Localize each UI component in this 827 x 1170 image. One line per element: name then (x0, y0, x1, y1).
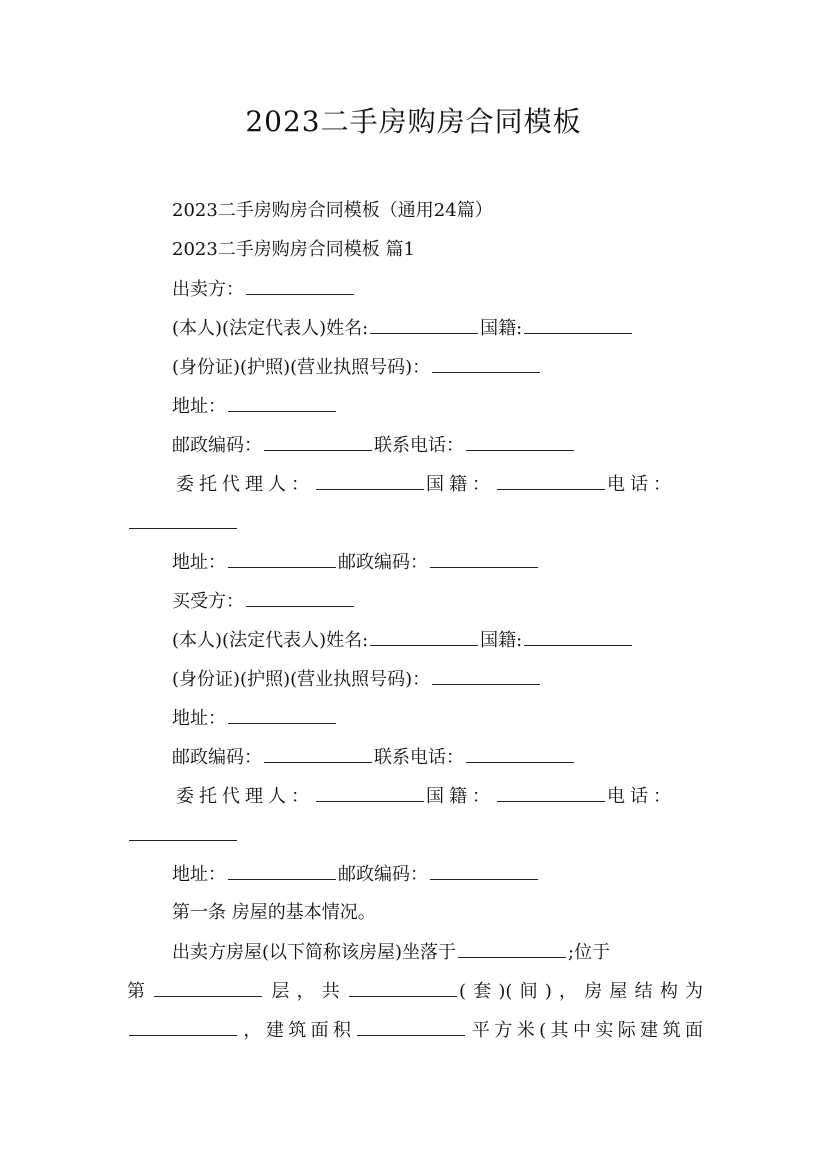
article1-floor-label: 层，共 (264, 981, 347, 1002)
seller-agent-address-label: 地址： (172, 552, 226, 573)
seller-agent-line (176, 471, 676, 498)
seller-agent-phone-line (127, 510, 239, 537)
subtitle: 2023二手房购房合同模板（通用24篇） (172, 200, 493, 221)
seller-agent-label: 委托代理人： (176, 474, 314, 495)
seller-contact-line (172, 432, 576, 459)
buyer-name-line (172, 627, 634, 654)
article1-position-label: ;位于 (568, 942, 611, 963)
article1-area-unit: 平方米(其中实际建筑面 (467, 1020, 703, 1041)
article1-location-label: 出卖方房屋(以下简称该房屋)坐落于 (172, 942, 457, 963)
article1-floor-blank[interactable] (154, 978, 262, 997)
buyer-address-blank[interactable] (228, 705, 336, 724)
buyer-nationality-label: 国籍: (480, 630, 523, 651)
seller-phone-blank[interactable] (466, 432, 574, 451)
buyer-name-label: (本人)(法定代表人)姓名: (172, 630, 369, 651)
buyer-agent-address-label: 地址： (172, 864, 226, 885)
buyer-id-label: (身份证)(护照)(营业执照号码)： (172, 669, 431, 690)
seller-name-label: (本人)(法定代表人)姓名: (172, 318, 369, 339)
buyer-phone-label: 联系电话： (374, 747, 464, 768)
article1-area-blank[interactable] (357, 1017, 465, 1036)
seller-phone-label: 联系电话： (374, 435, 464, 456)
buyer-name-blank[interactable] (370, 627, 478, 646)
seller-agent-phone-blank[interactable] (129, 510, 237, 529)
buyer-agent-phone-line (127, 822, 239, 849)
buyer-postcode-blank[interactable] (264, 744, 372, 763)
buyer-agent-postcode-label: 邮政编码： (338, 864, 428, 885)
buyer-agent-blank[interactable] (316, 783, 424, 802)
buyer-label: 买受方： (172, 591, 244, 612)
buyer-agent-address-line (172, 861, 540, 888)
buyer-agent-postcode-blank[interactable] (430, 861, 538, 880)
buyer-line (172, 588, 356, 615)
seller-agent-postcode-blank[interactable] (430, 549, 538, 568)
seller-id-label: (身份证)(护照)(营业执照号码)： (172, 357, 431, 378)
buyer-id-line (172, 666, 542, 693)
seller-nationality-blank[interactable] (524, 315, 632, 334)
buyer-id-blank[interactable] (432, 666, 540, 685)
article1-line2 (127, 978, 703, 1005)
seller-postcode-blank[interactable] (264, 432, 372, 451)
seller-id-blank[interactable] (432, 354, 540, 373)
seller-name-blank[interactable] (370, 315, 478, 334)
buyer-phone-blank[interactable] (466, 744, 574, 763)
seller-postcode-label: 邮政编码： (172, 435, 262, 456)
article1-structure-blank[interactable] (129, 1017, 237, 1036)
seller-agent-nationality-label: 国籍： (426, 474, 495, 495)
seller-line (172, 276, 356, 303)
article1-area-label: ，建筑面积 (239, 1020, 356, 1041)
buyer-agent-phone-label: 电话： (607, 786, 676, 807)
article1-units-blank[interactable] (349, 978, 457, 997)
buyer-address-line (172, 705, 338, 732)
article1-heading: 第一条 房屋的基本情况。 (172, 902, 376, 923)
article1-line3 (127, 1017, 703, 1044)
buyer-agent-nationality-label: 国籍： (426, 786, 495, 807)
seller-nationality-label: 国籍: (480, 318, 523, 339)
seller-agent-phone-label: 电话： (607, 474, 676, 495)
seller-address-blank[interactable] (228, 393, 336, 412)
buyer-agent-phone-blank[interactable] (129, 822, 237, 841)
buyer-agent-label: 委托代理人： (176, 786, 314, 807)
article1-structure-label: (套)(间)，房屋结构为 (458, 981, 704, 1002)
seller-name-line (172, 315, 634, 342)
seller-agent-address-line (172, 549, 540, 576)
seller-address-line (172, 393, 338, 420)
seller-agent-address-blank[interactable] (228, 549, 336, 568)
article1-line1 (172, 939, 610, 966)
buyer-postcode-label: 邮政编码： (172, 747, 262, 768)
seller-agent-blank[interactable] (316, 471, 424, 490)
seller-address-label: 地址： (172, 396, 226, 417)
article1-location-blank[interactable] (458, 939, 566, 958)
seller-agent-postcode-label: 邮政编码： (338, 552, 428, 573)
buyer-blank[interactable] (246, 588, 354, 607)
seller-label: 出卖方： (172, 279, 244, 300)
seller-id-line (172, 354, 542, 381)
seller-blank[interactable] (246, 276, 354, 295)
buyer-agent-line (176, 783, 676, 810)
buyer-contact-line (172, 744, 576, 771)
buyer-agent-address-blank[interactable] (228, 861, 336, 880)
buyer-agent-nationality-blank[interactable] (497, 783, 605, 802)
buyer-nationality-blank[interactable] (524, 627, 632, 646)
chapter-heading: 2023二手房购房合同模板 篇1 (172, 239, 415, 260)
article1-floor-prefix: 第 (127, 981, 153, 1002)
document-title: 2023二手房购房合同模板 (245, 105, 582, 138)
buyer-address-label: 地址： (172, 708, 226, 729)
seller-agent-nationality-blank[interactable] (497, 471, 605, 490)
